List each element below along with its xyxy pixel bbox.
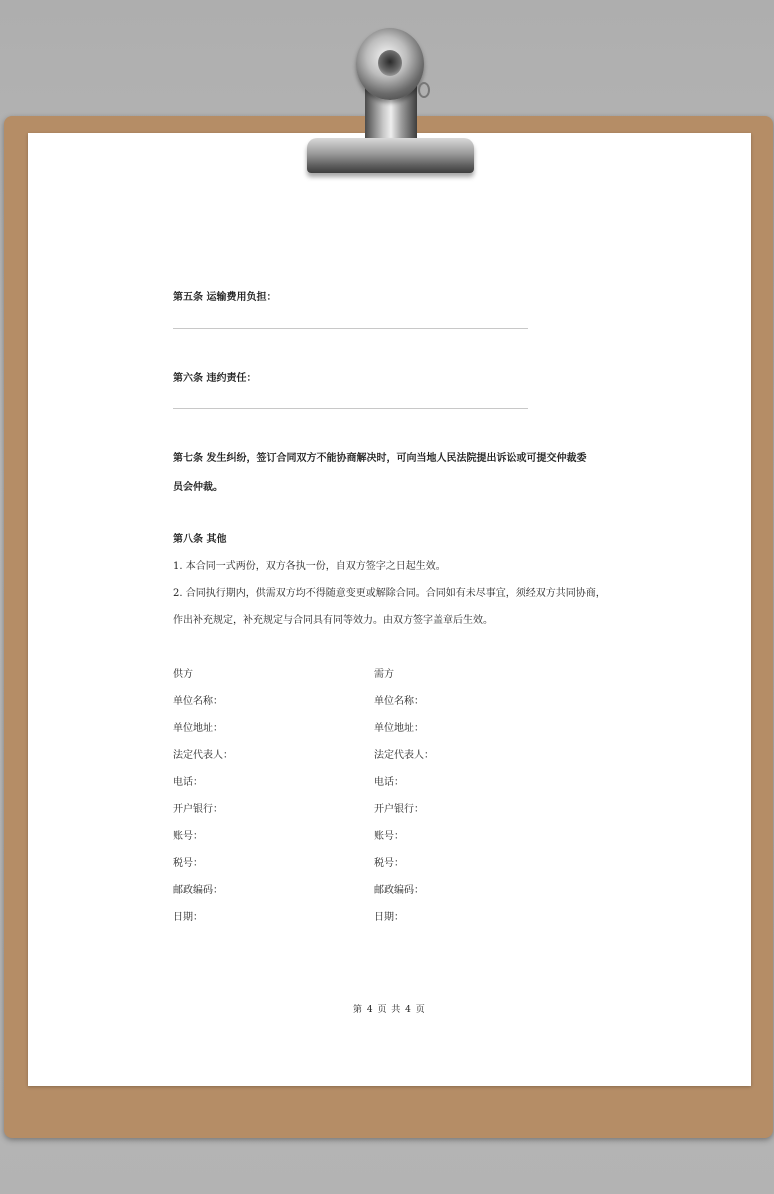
article8-item2-line1: 2. 合同执行期内，供需双方均不得随意变更或解除合同。合同如有未尽事宜，须经双方共同协商， [173,588,606,599]
supplier-field-postcode: 邮政编码： [173,885,223,896]
supplier-field-date: 日期： [173,912,203,923]
article6-title: 第六条 违约责任： [173,373,257,384]
clip-wire [418,82,430,98]
supplier-field-phone: 电话： [173,777,203,788]
buyer-field-tax-id: 税号： [374,858,404,869]
buyer-field-account: 账号： [374,831,404,842]
binder-clip-icon [307,138,474,173]
buyer-field-company-name: 单位名称： [374,696,424,707]
supplier-field-address: 单位地址： [173,723,223,734]
article7-line2: 员会仲裁。 [173,482,223,493]
article8-item1: 1. 本合同一式两份，双方各执一份，自双方签字之日起生效。 [173,561,446,572]
buyer-field-postcode: 邮政编码： [374,885,424,896]
clip-hole [378,50,402,76]
buyer-field-address: 单位地址： [374,723,424,734]
article5-title: 第五条 运输费用负担： [173,292,277,303]
supplier-field-account: 账号： [173,831,203,842]
supplier-field-tax-id: 税号： [173,858,203,869]
buyer-field-date: 日期： [374,912,404,923]
article5-blank-line [173,328,528,329]
supplier-field-bank: 开户银行： [173,804,223,815]
article7-line1: 第七条 发生纠纷，签订合同双方不能协商解决时，可向当地人民法院提出诉讼或可提交仲裁委 [173,453,587,464]
article8-title: 第八条 其他 [173,534,227,545]
buyer-heading: 需方 [374,669,394,680]
document-page [28,133,751,1086]
supplier-field-company-name: 单位名称： [173,696,223,707]
article6-blank-line [173,408,528,409]
page-number: 第 4 页 共 4 页 [353,1005,426,1015]
supplier-heading: 供方 [173,669,193,680]
article8-item2-line2: 作出补充规定，补充规定与合同具有同等效力。由双方签字盖章后生效。 [173,615,493,626]
supplier-field-legal-rep: 法定代表人： [173,750,233,761]
buyer-field-bank: 开户银行： [374,804,424,815]
buyer-field-legal-rep: 法定代表人： [374,750,434,761]
buyer-field-phone: 电话： [374,777,404,788]
